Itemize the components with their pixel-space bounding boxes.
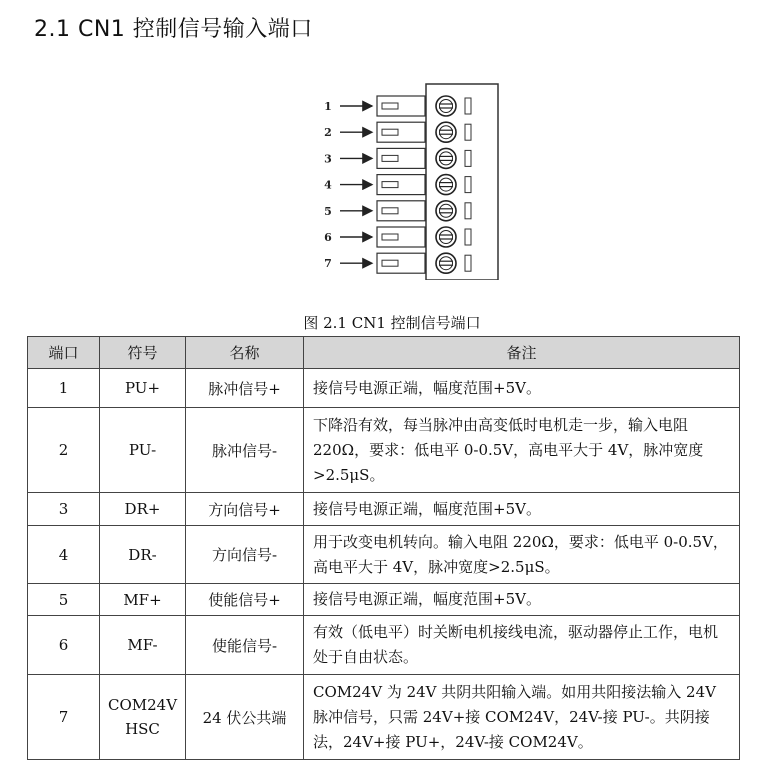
terminal-screw-inner <box>440 204 453 217</box>
pin-number-label: 1 <box>324 100 332 113</box>
cell-name: 使能信号- <box>186 616 304 675</box>
pin-number-label: 3 <box>324 152 332 166</box>
terminal-window <box>465 150 471 166</box>
cell-symbol: MF- <box>100 616 186 675</box>
header-name: 名称 <box>186 337 304 369</box>
terminal-screw-inner <box>440 231 453 244</box>
connector-drawing <box>310 80 510 280</box>
cell-port: 1 <box>28 369 100 408</box>
header-port: 端口 <box>28 337 100 369</box>
figure-caption: 图 2.1 CN1 控制信号端口 <box>303 314 481 332</box>
table-row <box>28 408 740 493</box>
pin-number-label: 5 <box>324 204 332 218</box>
table-row <box>28 584 740 616</box>
table-row <box>28 369 740 408</box>
cell-port: 6 <box>28 616 100 675</box>
cell-name: 24 伏公共端 <box>186 675 304 760</box>
cell-note: 有效（低电平）时关断电机接线电流，驱动器停止工作，电机处于自由状态。 <box>304 616 740 675</box>
cell-port: 7 <box>28 675 100 760</box>
cell-note: COM24V 为 24V 共阴共阳输入端。如用共阳接法输入 24V 脉冲信号，只需 24V+接 COM24V，24V-接 PU-。共阴接法，24V+接 PU+，24V-接 COM24V。 <box>304 675 740 760</box>
cell-symbol: MF+ <box>100 584 186 616</box>
signal-table <box>27 336 740 760</box>
pin-number-label: 2 <box>324 126 332 140</box>
terminal-window <box>465 124 471 140</box>
terminal-window <box>465 229 471 245</box>
cell-note: 接信号电源正端，幅度范围+5V。 <box>304 493 740 526</box>
section-heading: 2.1 CN1 控制信号输入端口 <box>34 17 313 42</box>
header-note: 备注 <box>304 337 740 369</box>
cell-note: 用于改变电机转向。输入电阻 220Ω，要求：低电平 0-0.5V，高电平大于 4V，脉冲宽度>2.5μS。 <box>304 526 740 584</box>
cell-note: 接信号电源正端，幅度范围+5V。 <box>304 584 740 616</box>
table-header-row <box>28 337 740 369</box>
table-row <box>28 616 740 675</box>
terminal-screw-inner <box>440 152 453 165</box>
terminal-screw-inner <box>440 126 453 139</box>
wire-entry-hole <box>382 155 398 161</box>
terminal-window <box>465 255 471 271</box>
pin-number-label: 7 <box>324 257 332 271</box>
cell-note: 下降沿有效，每当脉冲由高变低时电机走一步，输入电阻 220Ω，要求：低电平 0-0.5V，高电平大于 4V，脉冲宽度>2.5μS。 <box>304 408 740 493</box>
pin-number-label: 6 <box>324 231 332 244</box>
cell-name: 方向信号- <box>186 526 304 584</box>
cell-note: 接信号电源正端，幅度范围+5V。 <box>304 369 740 408</box>
table-row <box>28 675 740 760</box>
cell-symbol: DR+ <box>100 493 186 526</box>
table-row <box>28 526 740 584</box>
table-row <box>28 493 740 526</box>
cell-port: 2 <box>28 408 100 493</box>
terminal-screw-inner <box>440 257 453 270</box>
cell-port: 3 <box>28 493 100 526</box>
wire-entry-hole <box>382 260 398 266</box>
terminal-window <box>465 98 471 114</box>
cell-name: 使能信号+ <box>186 584 304 616</box>
cell-port: 4 <box>28 526 100 584</box>
cell-name: 脉冲信号- <box>186 408 304 493</box>
cell-port: 5 <box>28 584 100 616</box>
cell-symbol-line: COM24V <box>107 696 178 714</box>
terminal-window <box>465 203 471 219</box>
header-symbol: 符号 <box>100 337 186 369</box>
cell-symbol <box>100 675 186 760</box>
cell-name: 方向信号+ <box>186 493 304 526</box>
cell-name: 脉冲信号+ <box>186 369 304 408</box>
cell-symbol: PU+ <box>100 369 186 408</box>
wire-entry-hole <box>382 182 398 188</box>
cell-symbol-line: HSC <box>125 720 160 738</box>
terminal-screw-inner <box>440 100 453 113</box>
terminal-screw-inner <box>440 178 453 191</box>
wire-entry-hole <box>382 103 398 109</box>
cell-symbol: PU- <box>100 408 186 493</box>
pin-number-label: 4 <box>324 178 332 192</box>
cn1-connector-diagram <box>310 80 510 280</box>
wire-entry-hole <box>382 234 398 240</box>
wire-entry-hole <box>382 129 398 135</box>
cell-symbol: DR- <box>100 526 186 584</box>
terminal-window <box>465 177 471 193</box>
wire-entry-hole <box>382 208 398 214</box>
